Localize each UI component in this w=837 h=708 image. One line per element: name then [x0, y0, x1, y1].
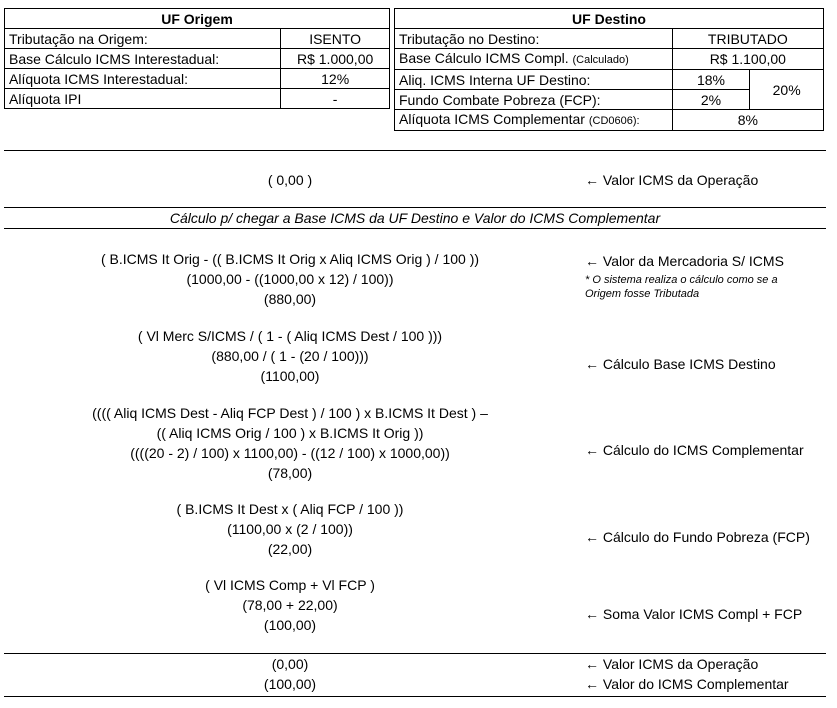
aliquota-interestadual-label: Alíquota ICMS Interestadual:	[5, 69, 281, 89]
aliquota-interestadual-value: 12%	[281, 69, 390, 89]
base-compl-value: R$ 1.100,00	[672, 49, 823, 70]
uf-destino-title: UF Destino	[395, 9, 824, 29]
fundo-pobreza-label: ← Cálculo do Fundo Pobreza (FCP)	[585, 529, 810, 545]
aliq-compl-label: Alíquota ICMS Complementar (CD0606):	[395, 110, 673, 131]
tributacao-destino-label: Tributação no Destino:	[395, 29, 673, 49]
table-row	[395, 110, 824, 131]
aliq-total-value: 20%	[750, 70, 824, 110]
summary-valor-complementar-label: ← Valor do ICMS Complementar	[585, 676, 789, 692]
formula-fundo-pobreza: ( B.ICMS It Dest x ( Aliq FCP / 100 )) (1100,00 x (2 / 100)) (22,00)	[176, 501, 404, 557]
table-row	[5, 29, 390, 49]
valor-operacao-label: ← Valor ICMS da Operação	[585, 172, 759, 188]
aliq-interna-label: Aliq. ICMS Interna UF Destino:	[395, 70, 673, 90]
table-row	[395, 70, 824, 90]
table-row	[395, 49, 824, 70]
base-calculo-label: Base Cálculo ICMS Interestadual:	[5, 49, 281, 69]
summary-valor-operacao: (0,00)	[271, 656, 309, 672]
base-destino-label: ← Cálculo Base ICMS Destino	[585, 356, 776, 372]
summary-valor-operacao-label: ← Valor ICMS da Operação	[585, 656, 759, 672]
valor-mercadoria-label: ← Valor da Mercadoria S/ ICMS	[585, 253, 784, 269]
table-row	[5, 89, 390, 109]
aliquota-ipi-value: -	[281, 89, 390, 109]
tributacao-destino-value: TRIBUTADO	[672, 29, 823, 49]
formula-icms-complementar: (((( Aliq ICMS Dest - Aliq FCP Dest ) / 100 ) x B.ICMS It Dest ) – (( Aliq ICMS Orig / 100 ) x B.ICMS It Orig )) ((((20 - 2) / 100) x 1100,00) - ((12 / 100) x 1000,00)) (78,00)	[92, 405, 488, 481]
table-row	[395, 29, 824, 49]
valor-operacao: ( 0,00 )	[267, 172, 313, 188]
summary-valor-complementar: (100,00)	[263, 676, 317, 692]
tributacao-origem-value: ISENTO	[281, 29, 390, 49]
base-compl-tag: (Calculado)	[572, 54, 629, 66]
uf-destino-table	[394, 8, 824, 131]
soma-label: ← Soma Valor ICMS Compl + FCP	[585, 606, 803, 622]
formula-soma: ( Vl ICMS Comp + Vl FCP ) (78,00 + 22,00) (100,00)	[205, 577, 375, 633]
divider	[4, 696, 826, 697]
uf-origem-title: UF Origem	[5, 9, 390, 29]
section-title: Cálculo p/ chegar a Base ICMS da UF Destino e Valor do ICMS Complementar	[169, 210, 661, 226]
table-row	[5, 49, 390, 69]
aliquota-ipi-label: Alíquota IPI	[5, 89, 281, 109]
fcp-value: 2%	[672, 90, 750, 110]
divider	[4, 150, 826, 151]
tributacao-origem-label: Tributação na Origem:	[5, 29, 281, 49]
uf-origem-table	[4, 8, 390, 109]
valor-mercadoria-note: * O sistema realiza o cálculo como se a Origem fosse Tributada	[585, 274, 778, 300]
aliq-interna-value: 18%	[672, 70, 750, 90]
formula-valor-mercadoria: ( B.ICMS It Orig - (( B.ICMS It Orig x Aliq ICMS Orig ) / 100 )) (1000,00 - ((1000,00 x 12) / 100)) (880,00)	[100, 251, 480, 307]
aliq-compl-tag: (CD0606):	[588, 115, 640, 127]
icms-complementar-label: ← Cálculo do ICMS Complementar	[585, 442, 804, 458]
fcp-label: Fundo Combate Pobreza (FCP):	[395, 90, 673, 110]
base-calculo-value: R$ 1.000,00	[281, 49, 390, 69]
table-row	[5, 69, 390, 89]
divider	[4, 228, 826, 229]
base-compl-label: Base Cálculo ICMS Compl. (Calculado)	[395, 49, 673, 70]
formula-base-destino: ( Vl Merc S/ICMS / ( 1 - ( Aliq ICMS Dest / 100 ))) (880,00 / ( 1 - (20 / 100))) (1100,00)	[137, 328, 443, 384]
aliq-compl-value: 8%	[672, 110, 823, 131]
